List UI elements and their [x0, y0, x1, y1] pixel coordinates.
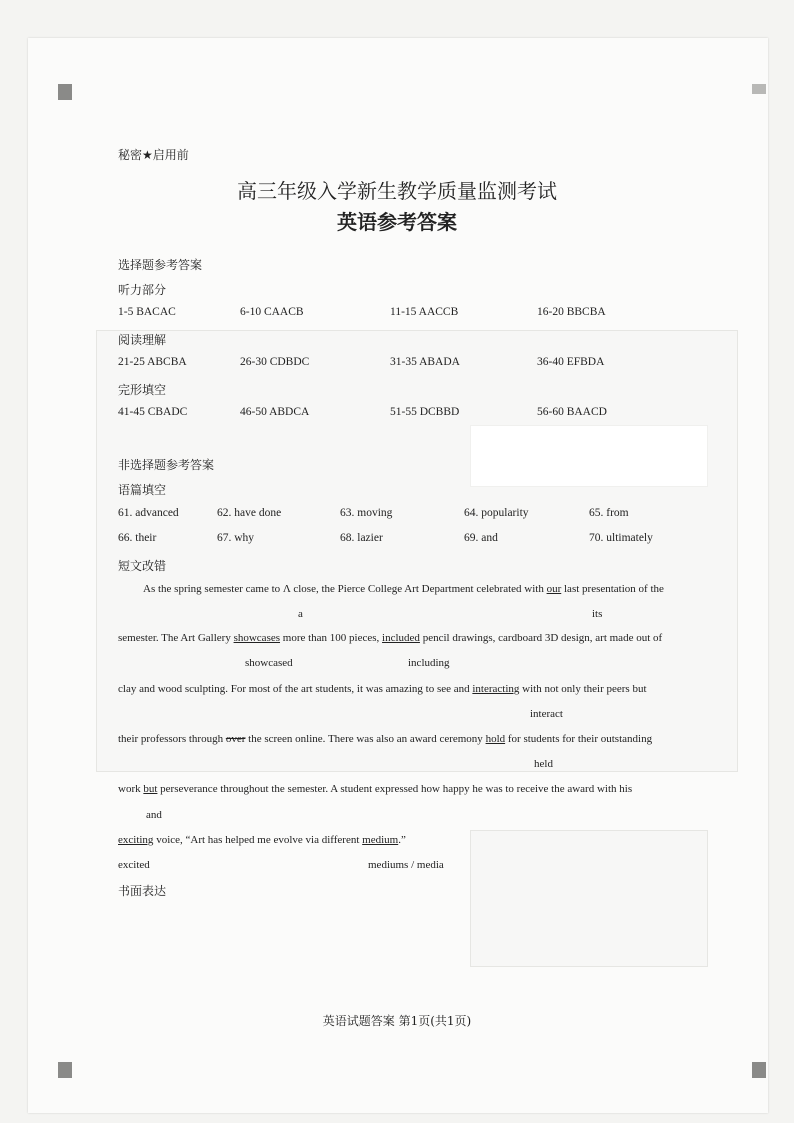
registration-mark [58, 84, 72, 100]
registration-mark [752, 1062, 766, 1078]
exam-title: 高三年级入学新生教学质量监测考试 [237, 179, 557, 203]
passage-line: clay and wood sculpting. For most of the art students, it was amazing to see and interacting with not only their peers but [118, 683, 647, 695]
passage-line: their professors through over the screen online. There was also an award ceremony hold for students for their outstanding [118, 733, 653, 745]
cloze-answer: 51-55 DCBBD [390, 406, 460, 418]
cloze-label: 完形填空 [118, 383, 167, 397]
registration-mark [752, 84, 766, 94]
deleted-word: over [225, 733, 246, 745]
correction-word: including [408, 657, 450, 669]
error-word: interacting [472, 683, 520, 695]
grammar-answer: 68. lazier [340, 532, 383, 544]
error-word: hold [485, 733, 506, 745]
show-through-area [96, 330, 738, 772]
subjective-heading: 非选择题参考答案 [118, 458, 215, 472]
error-word: included [382, 632, 420, 644]
correction-word: interact [530, 708, 563, 720]
error-word: but [143, 783, 158, 795]
listening-answer: 11-15 AACCB [390, 306, 459, 318]
answer-key-title: 英语参考答案 [337, 210, 457, 234]
grammar-answer: 67. why [217, 532, 255, 544]
correction-word: a [298, 608, 303, 620]
reading-label: 阅读理解 [118, 333, 167, 347]
reading-answer: 31-35 ABADA [390, 356, 460, 368]
correction-word: held [534, 758, 553, 770]
reading-answer: 21-25 ABCBA [118, 356, 187, 368]
passage-line: work but perseverance throughout the semester. A student expressed how happy he was to receive the award with his [118, 783, 633, 795]
grammar-answer: 63. moving [340, 507, 393, 519]
page-footer: 英语试题答案 第1页(共1页) [322, 1014, 472, 1028]
grammar-answer: 65. from [589, 507, 629, 519]
correction-word: showcased [245, 657, 293, 669]
cloze-answer: 41-45 CBADC [118, 406, 188, 418]
writing-label: 书面表达 [118, 884, 167, 898]
grammar-answer: 70. ultimately [589, 532, 653, 544]
confidential-label: 秘密★启用前 [118, 148, 189, 162]
correction-word: its [592, 608, 603, 620]
listening-answer: 16-20 BBCBA [537, 306, 606, 318]
passage-line: As the spring semester came to Λ close, the Pierce College Art Department celebrated with our last presentation of the [143, 583, 664, 595]
objective-heading: 选择题参考答案 [118, 258, 203, 272]
listening-answer: 6-10 CAACB [240, 306, 304, 318]
correction-word: mediums / media [368, 859, 444, 871]
correction-word: excited [118, 859, 150, 871]
grammar-answer: 64. popularity [464, 507, 529, 519]
grammar-answer: 61. advanced [118, 507, 179, 519]
show-through-box [470, 830, 708, 967]
error-correction-label: 短文改错 [118, 559, 167, 573]
cloze-answer: 46-50 ABDCA [240, 406, 310, 418]
cloze-answer: 56-60 BAACD [537, 406, 607, 418]
grammar-answer: 66. their [118, 532, 157, 544]
grammar-fill-label: 语篇填空 [118, 483, 167, 497]
grammar-answer: 69. and [464, 532, 498, 544]
insert-caret: Λ [282, 583, 291, 595]
blank-patch [470, 425, 708, 487]
listening-answer: 1-5 BACAC [118, 306, 176, 318]
registration-mark [58, 1062, 72, 1078]
error-word: medium [362, 834, 399, 846]
correction-word: and [146, 809, 162, 821]
reading-answer: 26-30 CDBDC [240, 356, 310, 368]
grammar-answer: 62. have done [217, 507, 282, 519]
reading-answer: 36-40 EFBDA [537, 356, 605, 368]
listening-label: 听力部分 [118, 283, 167, 297]
error-word: exciting [118, 834, 154, 846]
error-word: showcases [233, 632, 281, 644]
passage-line: semester. The Art Gallery showcases more than 100 pieces, included pencil drawings, cardboard 3D design, art made out of [118, 632, 663, 644]
passage-line: exciting voice, “Art has helped me evolve via different medium.” [118, 834, 406, 846]
error-word: our [546, 583, 562, 595]
